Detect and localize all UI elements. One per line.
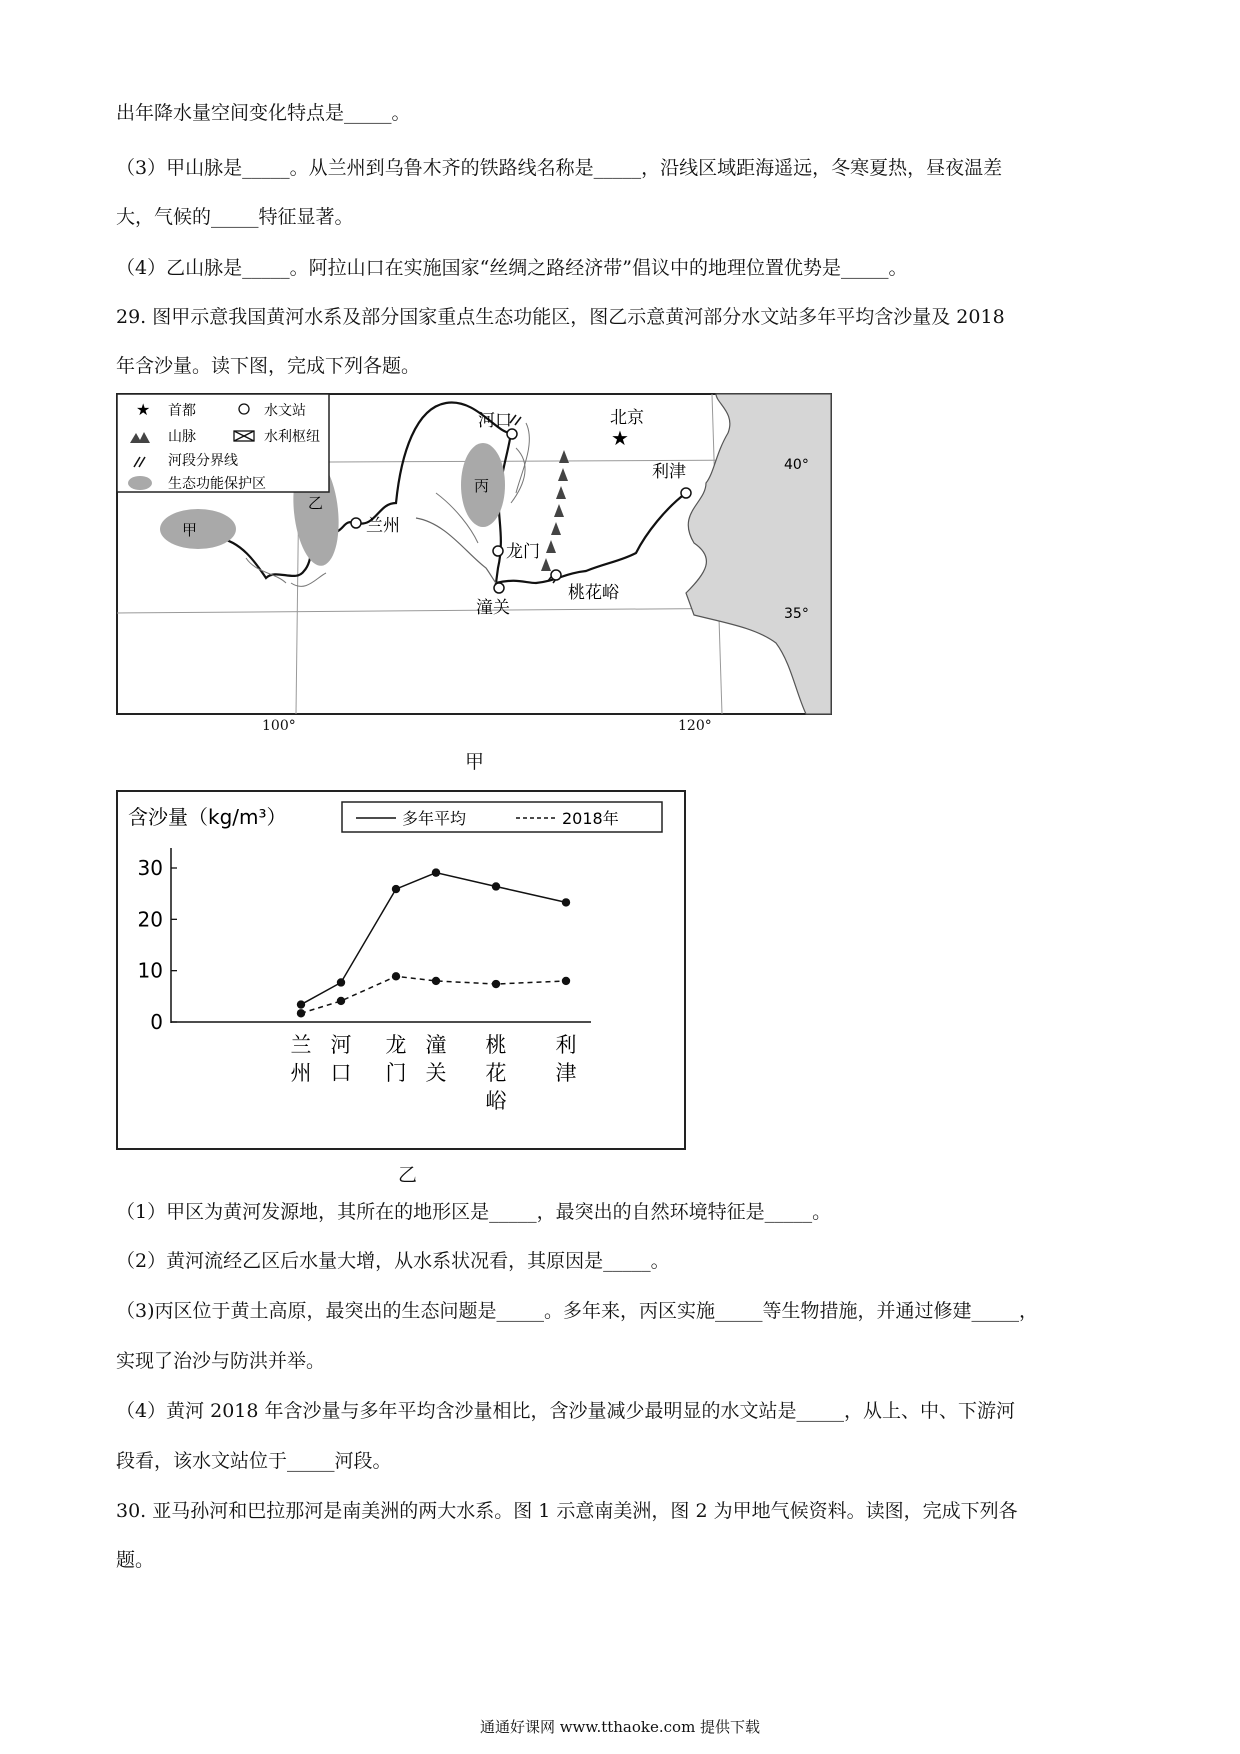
question-text: （4）黄河 2018 年含沙量与多年平均含沙量相比，含沙量减少最明显的水文站是_____，从上、中、下游河 (116, 1400, 1016, 1422)
label-beijing: 北京 (610, 408, 644, 428)
data-point (337, 978, 345, 986)
data-point (492, 980, 500, 988)
station-lanzhou (351, 518, 361, 528)
label-tongguan: 潼关 (476, 598, 510, 618)
x-tick-label: 花 (485, 1061, 507, 1085)
question-text: （4）乙山脉是_____。阿拉山口在实施国家“丝绸之路经济带”倡议中的地理位置优势是_____。 (116, 257, 908, 279)
x-tick-label: 关 (425, 1061, 447, 1085)
x-tick-label: 利 (555, 1033, 577, 1057)
data-point (297, 1000, 305, 1008)
footer-credit: 通通好课网 www.tthaoke.com 提供下载 (479, 1718, 761, 1736)
data-point (337, 997, 345, 1005)
capital-icon: ★ (136, 400, 151, 419)
legend-capital-label: 首都 (168, 403, 196, 419)
label-longmen: 龙门 (506, 542, 540, 562)
label-zone-bing: 丙 (474, 477, 490, 495)
legend-mountain-label: 山脉 (168, 429, 196, 445)
figure-caption-jia: 甲 (465, 751, 485, 773)
question-text: （3)丙区位于黄土高原，最突出的生态问题是_____。多年来，丙区实施_____等生物措施，并通过修建_____， (116, 1300, 1039, 1322)
data-point (297, 1009, 305, 1017)
legend-series-avg: 多年平均 (402, 809, 467, 828)
x-tick-label: 兰 (290, 1033, 312, 1057)
data-point (392, 972, 400, 980)
x-tick-label: 门 (385, 1061, 407, 1085)
question-text: 段看，该水文站位于_____河段。 (116, 1450, 392, 1472)
y-tick-label: 30 (137, 856, 163, 880)
data-point (432, 977, 440, 985)
y-tick-label: 10 (137, 958, 163, 983)
capital-star-icon: ★ (611, 426, 629, 450)
lon-label-100: 100° (262, 718, 296, 734)
question-text: （2）黄河流经乙区后水量大增，从水系状况看，其原因是_____。 (116, 1250, 670, 1272)
data-point (562, 898, 570, 906)
question-text: 年含沙量。读下图，完成下列各题。 (116, 355, 421, 377)
lon-label-120: 120° (678, 718, 712, 734)
data-point (392, 885, 400, 893)
data-point (492, 882, 500, 890)
x-tick-label: 口 (330, 1061, 352, 1085)
protected-zone-icon (128, 476, 152, 490)
legend-protected-label: 生态功能保护区 (168, 476, 266, 492)
data-point (432, 868, 440, 876)
question-text: 题。 (116, 1549, 155, 1571)
label-lijin: 利津 (652, 462, 686, 482)
question-title-29: 29. 图甲示意我国黄河水系及部分国家重点生态功能区，图乙示意黄河部分水文站多年平均含沙量及 2018 (116, 306, 1005, 328)
label-lanzhou: 兰州 (366, 516, 400, 536)
station-longmen (493, 546, 503, 556)
label-zone-jia: 甲 (182, 521, 198, 539)
x-tick-label: 桃 (485, 1033, 507, 1057)
question-text: 大，气候的_____特征显著。 (116, 206, 354, 228)
station-icon (239, 404, 249, 414)
station-taohuayu (551, 570, 561, 580)
lat-label-35: 35° (784, 606, 809, 622)
legend-station-label: 水文站 (264, 403, 306, 419)
x-tick-label: 州 (290, 1061, 312, 1085)
x-tick-label: 龙 (385, 1033, 407, 1057)
protected-zone-jia (160, 509, 236, 549)
question-text: （3）甲山脉是_____。从兰州到乌鲁木齐的铁路线名称是_____，沿线区域距海遥远，冬寒夏热，昼夜温差 (116, 157, 1003, 179)
data-point (562, 977, 570, 985)
x-tick-label: 河 (330, 1033, 352, 1057)
question-text: 实现了治沙与防洪并举。 (116, 1350, 326, 1372)
station-tongguan (494, 583, 504, 593)
question-title-30: 30. 亚马孙河和巴拉那河是南美洲的两大水系。图 1 示意南美洲，图 2 为甲地气候资料。读图，完成下列各 (116, 1500, 1018, 1522)
figure-caption-yi: 乙 (398, 1164, 418, 1186)
sediment-chart (116, 790, 686, 1150)
yellow-river-map (116, 393, 832, 715)
legend-dam-label: 水利枢纽 (264, 429, 320, 445)
x-tick-label: 潼 (425, 1033, 447, 1057)
x-tick-label: 津 (555, 1061, 577, 1085)
station-lijin (681, 488, 691, 498)
label-hekou: 河口 (478, 411, 512, 431)
y-tick-label: 0 (150, 1010, 163, 1034)
y-tick-label: 20 (137, 907, 163, 932)
question-text: （1）甲区为黄河发源地，其所在的地形区是_____，最突出的自然环境特征是_____。 (116, 1201, 832, 1223)
y-axis-label: 含沙量（kg/m³） (128, 805, 287, 829)
lat-label-40: 40° (784, 457, 809, 473)
label-zone-yi: 乙 (308, 494, 324, 512)
x-tick-label: 峪 (485, 1089, 507, 1113)
label-taohuayu: 桃花峪 (568, 583, 619, 603)
legend-boundary-label: 河段分界线 (168, 453, 238, 469)
legend-series-2018: 2018年 (562, 809, 619, 828)
question-text: 出年降水量空间变化特点是_____。 (116, 102, 411, 124)
